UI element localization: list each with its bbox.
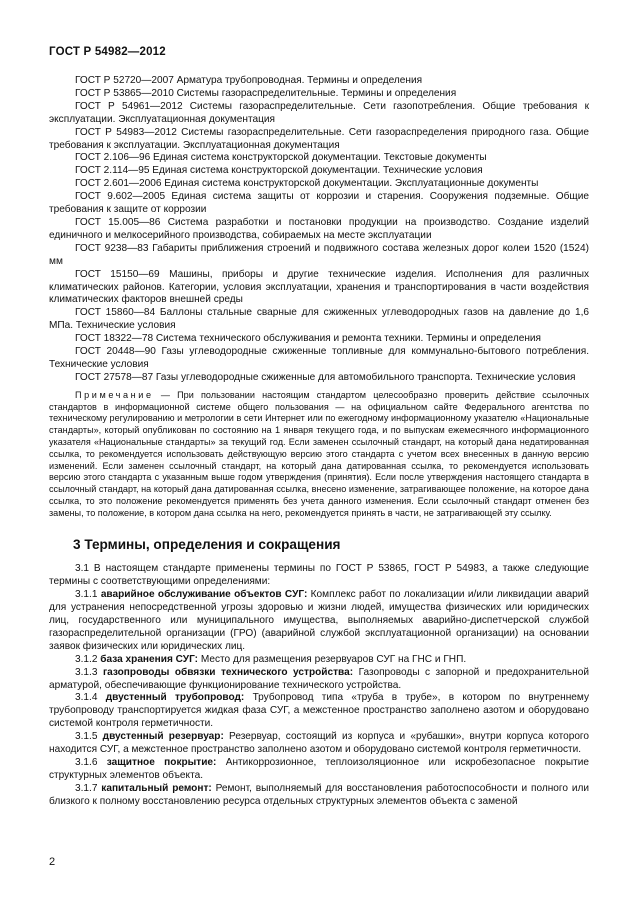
term-text: Комплекс работ по локализации и/или ликвидации аварий для устранения непосредственной угрозы здоровью и жизни людей, имущества физических или юридических лиц, государственного или муниципального имущества, выполняемых аварийно-диспетчерской службой газораспределительной организации (ГРО) (аварийной службой эксплуатационной организации) на основании заявок физических или юридических лиц. [49, 589, 590, 652]
term-number: 3.1.6 [75, 757, 98, 769]
note-text: — При пользовании настоящим стандартом целесообразно проверить действие ссылочных стандартов в информационной системе общего пользования — на официальном сайте Федерального агентства по техническому регулированию и метрологии в сети Интернет или по ежегодному информационному указателю «Национальные стандарты», который опубликован по состоянию на 1 января текущего года, и по выпускам ежемесячного информационного указателя «Национальные стандарты» за текущий год. Если заменен ссылочный стандарт, на который дана недатированная ссылка, то рекомендуется использовать действующую версию этого стандарта с учетом всех внесенных в данную версию изменений. Если заменен ссылочный стандарт, на который дана датированная ссылка, то рекомендуется использовать версию этого стандарта с указанным выше годом утверждения (принятия). Если после утверждения настоящего стандарта в ссылочный стандарт, на который дана датированная ссылка, внесено изменение, затрагивающее положение, на которое дана ссылка, то это положение рекомендуется применять без учета данного изменения. Если ссылочный стандарт отменен без замены, то положение, в котором дана ссылка на него, рекомендуется принять в части, не затрагивающей эту ссылку. [49, 389, 589, 518]
term-definition [49, 783, 589, 809]
reference-item: ГОСТ 27578—87 Газы углеводородные сжиженные для автомобильного транспорта. Технические условия [75, 371, 576, 383]
reference-item: ГОСТ 2.114—95 Единая система конструкторской документации. Технические условия [75, 165, 483, 177]
term-name: двустенный трубопровод: [105, 692, 245, 704]
term-text: Газопроводы с запорной и предохранительной арматурой, обеспечивающие функционирование технического устройства. [49, 666, 590, 691]
term-definition [49, 692, 589, 731]
reference-item: ГОСТ Р 52720—2007 Арматура трубопроводная. Термины и определения [75, 75, 423, 86]
term-text: Трубопровод типа «труба в трубе», в котором по внутреннему трубопроводу транспортируется жидкая фаза СУГ, а межстенное пространство заполнено азотом и оборудовано системой контроля герметичности. [49, 692, 589, 730]
document-header: ГОСТ Р 54982—2012 [49, 46, 166, 58]
reference-item: ГОСТ 9238—83 Габариты приближения строений и подвижного состава железных дорог колеи 1520 (1524) мм [49, 242, 589, 267]
term-text: Ремонт, выполняемый для восстановления работоспособности и полного или близкого к полному восстановлению ресурса отдельных структурных элементов объекта с заменой [49, 782, 589, 807]
term-number: 3.1.5 [75, 731, 98, 743]
term-name: капитальный ремонт: [101, 782, 212, 794]
note-paragraph [49, 390, 589, 520]
term-definition [49, 731, 589, 757]
reference-item: ГОСТ 15.005—86 Система разработки и постановки продукции на производство. Создание изделий единичного и мелкосерийного производства, собираемых на месте эксплуатации [49, 216, 589, 241]
term-definition [49, 757, 589, 783]
term-definition [49, 654, 589, 667]
term-number: 3.1.1 [75, 589, 98, 601]
reference-item: ГОСТ 9.602—2005 Единая система защиты от коррозии и старения. Сооружения подземные. Общие требования к защите от коррозии [49, 191, 589, 216]
reference-item: ГОСТ 15150—69 Машины, приборы и другие технические изделия. Исполнения для различных климатических районов. Категории, условия эксплуатации, хранения и транспортирования в части воздействия климатических факторов внешней среды [49, 268, 589, 306]
term-text: Место для размещения резервуаров СУГ на ГНС и ГНП. [198, 653, 467, 665]
term-definition [49, 667, 589, 693]
section-title: 3 Термины, определения и сокращения [73, 536, 341, 552]
reference-item: ГОСТ 20448—90 Газы углеводородные сжиженные топливные для коммунально-бытового потребления. Технические условия [49, 346, 589, 370]
term-text: Антикоррозионное, теплоизоляционное или искробезопасное покрытие структурных элементов объекта. [49, 757, 589, 781]
reference-item: ГОСТ 15860—84 Баллоны стальные сварные для сжиженных углеводородных газов на давление до 1,6 МПа. Технические условия [49, 307, 589, 332]
page-number: 2 [49, 856, 56, 868]
term-number: 3.1.7 [75, 782, 98, 794]
term-number: 3.1.2 [75, 653, 98, 665]
term-name: двустенный резервуар: [102, 731, 224, 743]
reference-item: ГОСТ 2.601—2006 Единая система конструкторской документации. Эксплуатационные документы [75, 178, 539, 190]
reference-item: ГОСТ 2.106—96 Единая система конструкторской документации. Текстовые документы [75, 152, 487, 164]
term-definition [49, 589, 589, 654]
term-number: 3.1.4 [75, 692, 98, 704]
term-name: газопроводы обвязки технического устройства: [102, 666, 354, 678]
reference-item: ГОСТ Р 53865—2010 Системы газораспределительные. Термины и определения [75, 87, 457, 99]
reference-item: ГОСТ Р 54983—2012 Системы газораспределительные. Сети газораспределения природного газа. Общие требования к эксплуатации. Эксплуатационная документация [49, 126, 589, 151]
term-name: защитное покрытие: [106, 757, 217, 769]
term-text: Резервуар, состоящий из корпуса и «рубашки», внутри корпуса которого находится СУГ, а межстенное пространство заполнено азотом и оборудовано системой контроля герметичности. [49, 731, 590, 756]
normative-references [49, 75, 589, 385]
reference-item: ГОСТ Р 54961—2012 Системы газораспределительные. Сети газопотребления. Общие требования к эксплуатации. Эксплуатационная документация [49, 100, 589, 125]
terms-list [49, 589, 589, 808]
note-label: Примечание [75, 389, 154, 400]
term-name: база хранения СУГ: [100, 653, 199, 665]
term-number: 3.1.3 [75, 666, 98, 678]
section-intro: 3.1 В настоящем стандарте применены термины по ГОСТ Р 53865, ГОСТ Р 54983, а также следующие термины с соответствующими определениями: [49, 563, 589, 588]
term-name: аварийное обслуживание объектов СУГ: [100, 589, 308, 601]
page-content [49, 75, 589, 809]
reference-item: ГОСТ 18322—78 Система технического обслуживания и ремонта техники. Термины и определения [75, 333, 542, 345]
